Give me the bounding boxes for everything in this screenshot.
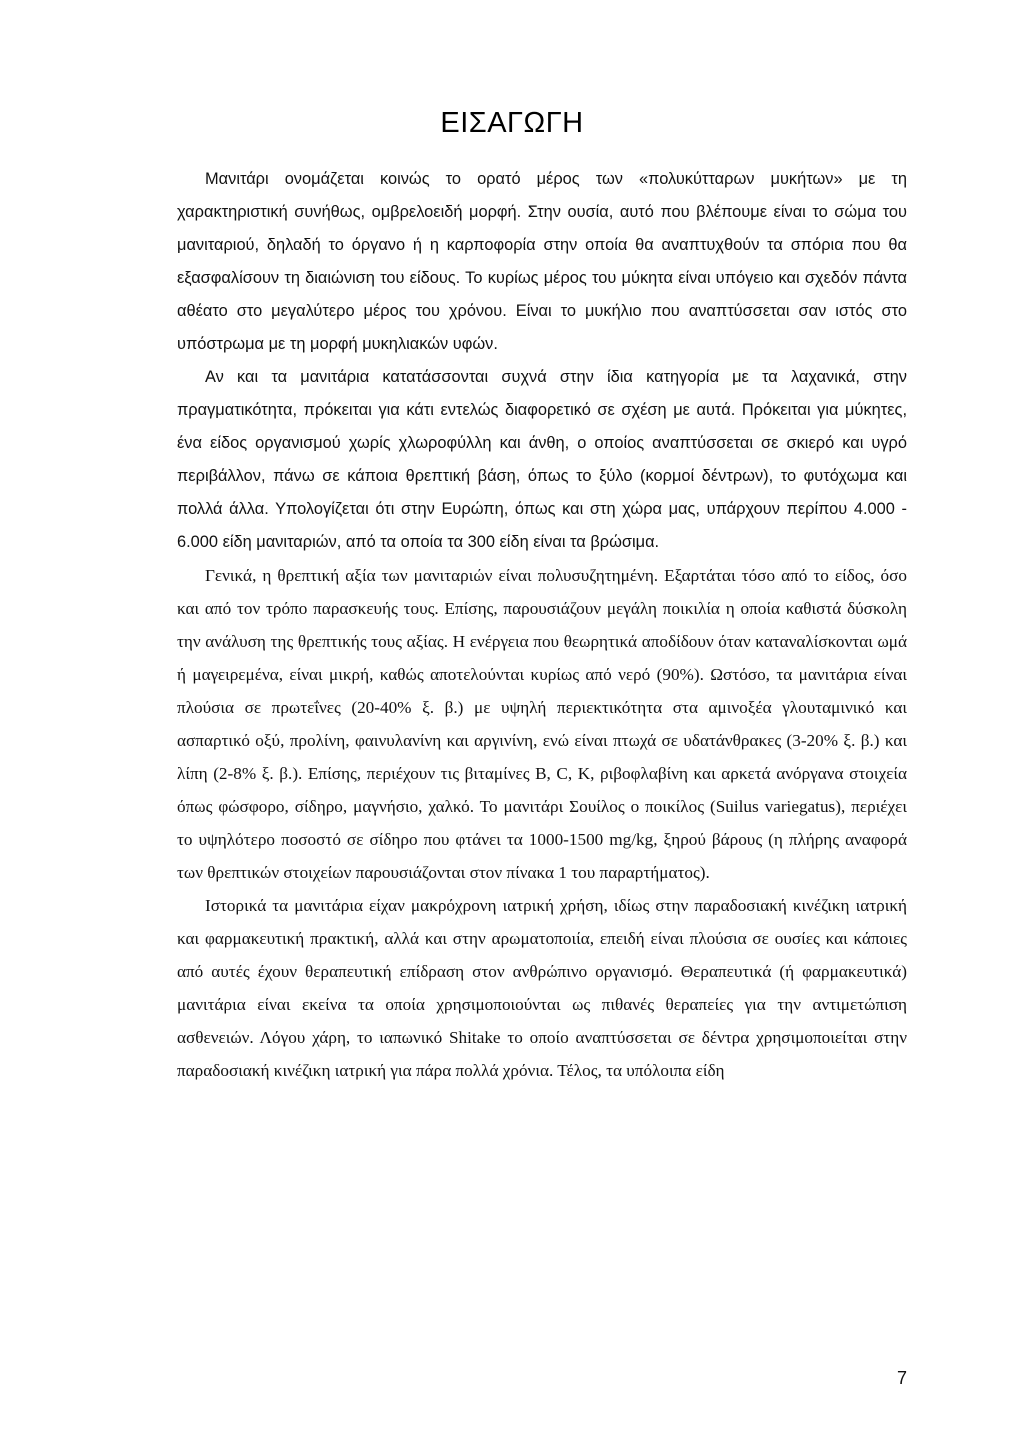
paragraph-nutrition: Γενικά, η θρεπτική αξία των μανιταριών είναι πολυσυζητημένη. Εξαρτάται τόσο από το είδος, όσο και από τον τρόπο παρασκευής τους. Επίσης, παρουσιάζουν μεγάλη ποικιλία η οποία καθιστά δύσκολη την ανάλυση της θρεπτικής τους αξίας. Η ενέργεια που θεωρητικά αποδίδουν όταν καταναλίσκονται ωμά ή μαγειρεμένα, είναι μικρή, καθώς αποτελούνται κυρίως από νερό (90%). Ωστόσο, τα μανιτάρια είναι πλούσια σε πρωτεΐνες (20-40% ξ. β.) με υψηλή περιεκτικότητα στα αμινοξέα γλουταμινικό και ασπαρτικό οξύ, προλίνη, φαινυλανίνη και αργινίνη, ενώ είναι πτωχά σε υδατάνθρακες (3-20% ξ. β.) και λίπη (2-8% ξ. β.). Επίσης, περιέχουν τις βιταμίνες B, C, K, ριβοφλαβίνη και αρκετά ανόργανα στοιχεία όπως φώσφορο, σίδηρο, μαγνήσιο, χαλκό. Το μανιτάρι Σουίλος ο ποικίλος (Suilus variegatus), περιέχει το υψηλότερο ποσοστό σε σίδηρο που φτάνει τα 1000-1500 mg/kg, ξηρού βάρους (η πλήρης αναφορά των θρεπτικών στοιχείων παρουσιάζονται στον πίνακα 1 του παραρτήματος). [177,566,907,882]
page-title: ΕΙΣΑΓΩΓΗ [440,107,584,139]
paragraph-classification: Αν και τα μανιτάρια κατατάσσονται συχνά στην ίδια κατηγορία με τα λαχανικά, στην πραγματικότητα, πρόκειται για κάτι εντελώς διαφορετικό σε σχέση με αυτά. Πρόκειται για μύκητες, ένα είδος οργανισμού χωρίς χλωροφύλλη και άνθη, ο οποίος αναπτύσσεται σε σκιερό και υγρό περιβάλλον, πάνω σε κάποια θρεπτική βάση, όπως το ξύλο (κορμοί δέντρων), το φυτόχωμα και πολλά άλλα. Υπολογίζεται ότι στην Ευρώπη, όπως και στη χώρα μας, υπάρχουν περίπου 4.000 - 6.000 είδη μανιταριών, από τα οποία τα 300 είδη είναι τα βρώσιμα. [177,368,907,551]
body-text [177,163,907,1087]
paragraph-intro: Μανιτάρι ονομάζεται κοινώς το ορατό μέρος των «πολυκύτταρων μυκήτων» με τη χαρακτηριστική συνήθως, ομβρελοειδή μορφή. Στην ουσία, αυτό που βλέπουμε είναι το σώμα του μανιταριού, δηλαδή το όργανο ή η καρποφορία στην οποία θα αναπτυχθούν τα σπόρια που θα εξασφαλίσουν τη διαιώνιση του είδους. Το κυρίως μέρος του μύκητα είναι υπόγειο και σχεδόν πάντα αθέατο στο μεγαλύτερο μέρος του χρόνου. Είναι το μυκήλιο που αναπτύσσεται σαν ιστός στο υπόστρωμα με τη μορφή μυκηλιακών υφών. [177,170,907,353]
paragraph-medical: Ιστορικά τα μανιτάρια είχαν μακρόχρονη ιατρική χρήση, ιδίως στην παραδοσιακή κινέζικη ιατρική και φαρμακευτική πρακτική, αλλά και στην αρωματοποιία, επειδή είναι πλούσια σε ουσίες και κάποιες από αυτές έχουν θεραπευτική επίδραση στον ανθρώπινο οργανισμό. Θεραπευτικά (ή φαρμακευτικά) μανιτάρια είναι εκείνα τα οποία χρησιμοποιούνται ως πιθανές θεραπείες για την αντιμετώπιση ασθενειών. Λόγου χάρη, το ιαπωνικό Shitake το οποίο αναπτύσσεται σε δέντρα χρησιμοποιείται στην παραδοσιακή κινέζικη ιατρική για πάρα πολλά χρόνια. Τέλος, τα υπόλοιπα είδη [177,896,907,1080]
page-number: 7 [896,1368,907,1388]
